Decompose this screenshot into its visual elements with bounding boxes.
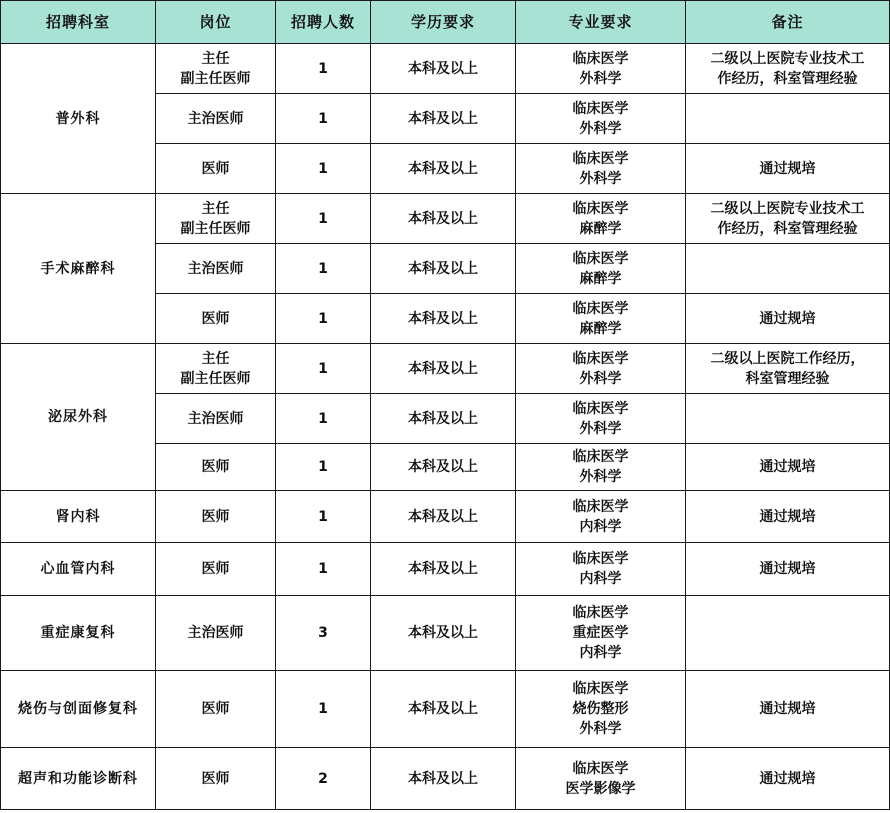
count-cell: 1 [276,44,371,94]
note-cell: 通过规培 [686,144,890,194]
education-cell: 本科及以上 [371,671,516,748]
count-cell: 2 [276,748,371,810]
major-cell: 临床医学 外科学 [516,94,686,144]
education-cell: 本科及以上 [371,294,516,344]
table-row [1,596,890,671]
count-cell: 1 [276,394,371,444]
major-cell: 临床医学 外科学 [516,344,686,394]
position-cell: 医师 [156,543,276,596]
major-cell: 临床医学 重症医学 内科学 [516,596,686,671]
note-cell: 通过规培 [686,748,890,810]
major-cell: 临床医学 外科学 [516,44,686,94]
count-cell: 1 [276,94,371,144]
position-cell: 主治医师 [156,244,276,294]
dept-cell: 肾内科 [1,491,156,543]
dept-cell: 超声和功能诊断科 [1,748,156,810]
major-cell: 临床医学 外科学 [516,444,686,491]
count-cell: 1 [276,194,371,244]
major-cell: 临床医学 内科学 [516,491,686,543]
note-cell [686,94,890,144]
count-cell: 1 [276,671,371,748]
position-cell: 医师 [156,144,276,194]
position-cell: 医师 [156,748,276,810]
major-cell: 临床医学 外科学 [516,144,686,194]
position-cell: 医师 [156,671,276,748]
count-cell: 1 [276,244,371,294]
major-cell: 临床医学 内科学 [516,543,686,596]
count-cell: 1 [276,294,371,344]
major-cell: 临床医学 麻醉学 [516,244,686,294]
count-cell: 1 [276,543,371,596]
major-cell: 临床医学 医学影像学 [516,748,686,810]
position-cell: 主治医师 [156,394,276,444]
count-cell: 3 [276,596,371,671]
table-row [1,543,890,596]
header-dept: 招聘科室 [1,1,156,44]
note-cell: 通过规培 [686,671,890,748]
table-row [1,194,890,244]
dept-cell: 普外科 [1,44,156,194]
header-major: 专业要求 [516,1,686,44]
note-cell: 通过规培 [686,444,890,491]
header-position: 岗位 [156,1,276,44]
education-cell: 本科及以上 [371,94,516,144]
table-body [1,44,890,810]
position-cell: 医师 [156,294,276,344]
position-cell: 医师 [156,444,276,491]
note-cell [686,244,890,294]
header-education: 学历要求 [371,1,516,44]
dept-cell: 烧伤与创面修复科 [1,671,156,748]
count-cell: 1 [276,491,371,543]
note-cell: 通过规培 [686,491,890,543]
note-cell [686,596,890,671]
header-row [1,1,890,44]
major-cell: 临床医学 外科学 [516,394,686,444]
education-cell: 本科及以上 [371,144,516,194]
education-cell: 本科及以上 [371,543,516,596]
count-cell: 1 [276,344,371,394]
table-row [1,491,890,543]
count-cell: 1 [276,444,371,491]
position-cell: 主任 副主任医师 [156,344,276,394]
education-cell: 本科及以上 [371,444,516,491]
education-cell: 本科及以上 [371,394,516,444]
major-cell: 临床医学 麻醉学 [516,194,686,244]
count-cell: 1 [276,144,371,194]
position-cell: 主任 副主任医师 [156,194,276,244]
note-cell: 二级以上医院专业技术工 作经历，科室管理经验 [686,194,890,244]
note-cell: 通过规培 [686,543,890,596]
header-note: 备注 [686,1,890,44]
dept-cell: 心血管内科 [1,543,156,596]
dept-cell: 重症康复科 [1,596,156,671]
education-cell: 本科及以上 [371,596,516,671]
header-count: 招聘人数 [276,1,371,44]
education-cell: 本科及以上 [371,194,516,244]
table-row [1,344,890,394]
position-cell: 主治医师 [156,596,276,671]
note-cell [686,394,890,444]
table-row [1,44,890,94]
position-cell: 主任 副主任医师 [156,44,276,94]
education-cell: 本科及以上 [371,344,516,394]
table-row [1,748,890,810]
position-cell: 医师 [156,491,276,543]
dept-cell: 手术麻醉科 [1,194,156,344]
education-cell: 本科及以上 [371,491,516,543]
education-cell: 本科及以上 [371,748,516,810]
table-header [1,1,890,44]
note-cell: 二级以上医院工作经历， 科室管理经验 [686,344,890,394]
dept-cell: 泌尿外科 [1,344,156,491]
table-row [1,671,890,748]
position-cell: 主治医师 [156,94,276,144]
education-cell: 本科及以上 [371,44,516,94]
note-cell: 二级以上医院专业技术工 作经历，科室管理经验 [686,44,890,94]
major-cell: 临床医学 烧伤整形 外科学 [516,671,686,748]
major-cell: 临床医学 麻醉学 [516,294,686,344]
education-cell: 本科及以上 [371,244,516,294]
note-cell: 通过规培 [686,294,890,344]
